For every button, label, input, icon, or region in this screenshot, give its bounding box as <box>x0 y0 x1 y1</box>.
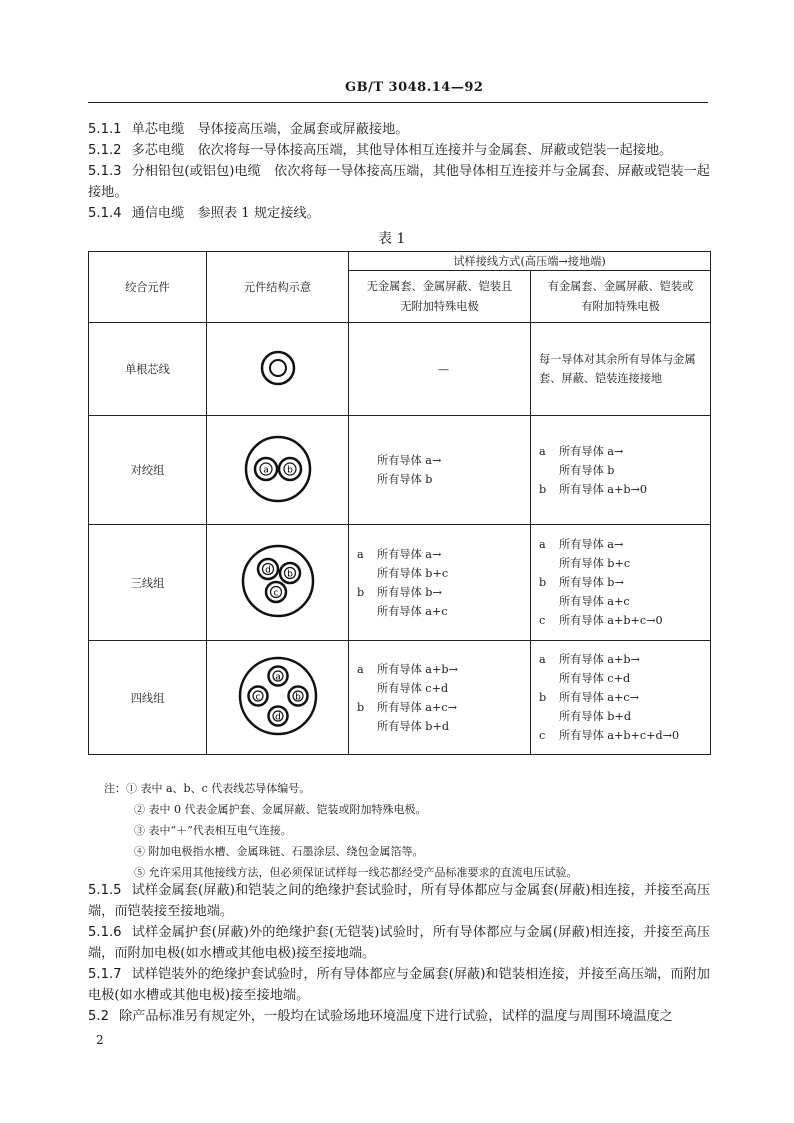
header-col-diagram: 元件结构示意 <box>207 252 349 323</box>
note-item: ⑤ 允许采用其他接线方法，但必须保证试样每一线芯都经受产品标准要求的直流电压试验。 <box>134 866 578 879</box>
note-item: ③ 表中“＋”代表相互电气连接。 <box>134 824 292 837</box>
note-item: ② 表中 0 代表金属护套、金属屏蔽、铠装或附加特殊电极。 <box>134 803 427 816</box>
clause-5-1-3: 5.1.3 分相铅包(或铝包)电缆 依次将每一导体接高压端，其他导体相互连接并与金属套、屏蔽或铠装一起接地。 <box>88 164 710 200</box>
quad-icon <box>237 655 319 737</box>
note-item: ① 表中 a、b、c 代表线芯导体编号。 <box>126 782 311 795</box>
table-row <box>89 525 711 641</box>
table-caption: 表 1 <box>378 231 406 247</box>
row-diagram <box>207 525 349 641</box>
row-c3: a 所有导体 a→ 所有导体 b+c b 所有导体 b→ 所有导体 a+c <box>349 525 531 641</box>
table-row <box>89 323 711 416</box>
header-col-with-sheath: 有金属套、金属屏蔽、铠装或有附加特殊电极 <box>531 271 711 323</box>
row-diagram <box>207 416 349 525</box>
document-header: GB/T 3048.14—92 <box>345 80 484 95</box>
clause-5-2: 5.2 除产品标准另有规定外，一般均在试验场地环境温度下进行试验，试样的温度与周围环境温度之 <box>88 1009 673 1024</box>
diagram-label: c <box>255 692 260 703</box>
triple-icon <box>240 543 316 619</box>
diagram-label: c <box>273 588 278 599</box>
row-c4: 每一导体对其余所有导体与金属套、屏蔽、铠装连接接地 <box>531 323 711 416</box>
notes-prefix: 注： <box>104 782 126 795</box>
diagram-label: a <box>274 672 281 683</box>
header-col-element: 绞合元件 <box>89 252 207 323</box>
clause-5-1-6: 5.1.6 试样金属护套(屏蔽)外的绝缘护套(无铠装)试验时，所有导体都应与金属(屏蔽)相连接，并接至高压端，而附加电极(如水槽或其他电极)接至接地端。 <box>88 925 710 961</box>
header-group-wiring: 试样接线方式(高压端→接地端) <box>349 252 711 271</box>
diagram-label: b <box>294 692 301 703</box>
page-number: 2 <box>96 1033 104 1047</box>
clause-5-1-4: 5.1.4 通信电缆 参照表 1 规定接线。 <box>88 206 320 221</box>
header-col-no-sheath: 无金属套、金属屏蔽、铠装且无附加特殊电极 <box>349 271 531 323</box>
diagram-label: d <box>274 712 281 723</box>
row-name: 四线组 <box>89 641 207 755</box>
table-notes <box>104 778 578 883</box>
row-c3: — <box>349 323 531 416</box>
clause-5-1-7: 5.1.7 试样铠装外的绝缘护套试验时，所有导体都应与金属套(屏蔽)和铠装相连接，并接至高压端，而附加电极(如水槽或其他电极)接至接地端。 <box>88 967 710 1003</box>
diagram-label: b <box>286 569 293 580</box>
row-c4: a 所有导体 a→ 所有导体 b+c b 所有导体 b→ 所有导体 a+c c 所有导体 a+b+c→0 <box>531 525 711 641</box>
row-diagram <box>207 641 349 755</box>
row-diagram <box>207 323 349 416</box>
row-name: 单根芯线 <box>89 323 207 416</box>
row-c3: a 所有导体 a+b→ 所有导体 c+d b 所有导体 a+c→ 所有导体 b+d <box>349 641 531 755</box>
clause-5-1-5: 5.1.5 试样金属套(屏蔽)和铠装之间的绝缘护套试验时，所有导体都应与金属套(屏蔽)相连接，并接至高压端，而铠装接至接地端。 <box>88 883 710 919</box>
note-item: ④ 附加电极指水槽、金属珠链、石墨涂层、绕包金属箔等。 <box>134 845 424 858</box>
table-row <box>89 416 711 525</box>
row-name: 三线组 <box>89 525 207 641</box>
diagram-label: b <box>286 465 293 475</box>
single-core-icon <box>258 348 298 388</box>
row-c3: 所有导体 a→ 所有导体 b <box>349 416 531 525</box>
diagram-label: a <box>262 465 269 475</box>
header-rule <box>88 102 708 103</box>
row-c4: a 所有导体 a+b→ 所有导体 c+d b 所有导体 a+c→ 所有导体 b+d c 所有导体 a+b+c+d→0 <box>531 641 711 755</box>
clause-5-1-1: 5.1.1 单芯电缆 导体接高压端，金属套或屏蔽接地。 <box>88 122 409 137</box>
row-c4: a 所有导体 a→ 所有导体 b b 所有导体 a+b→0 <box>531 416 711 525</box>
wiring-table <box>88 251 711 755</box>
diagram-label: d <box>264 565 271 576</box>
twisted-pair-icon <box>243 434 313 504</box>
row-name: 对绞组 <box>89 416 207 525</box>
clause-5-1-2: 5.1.2 多芯电缆 依次将每一导体接高压端，其他导体相互连接并与金属套、屏蔽或铠装一起接地。 <box>88 143 673 158</box>
table-row <box>89 641 711 755</box>
